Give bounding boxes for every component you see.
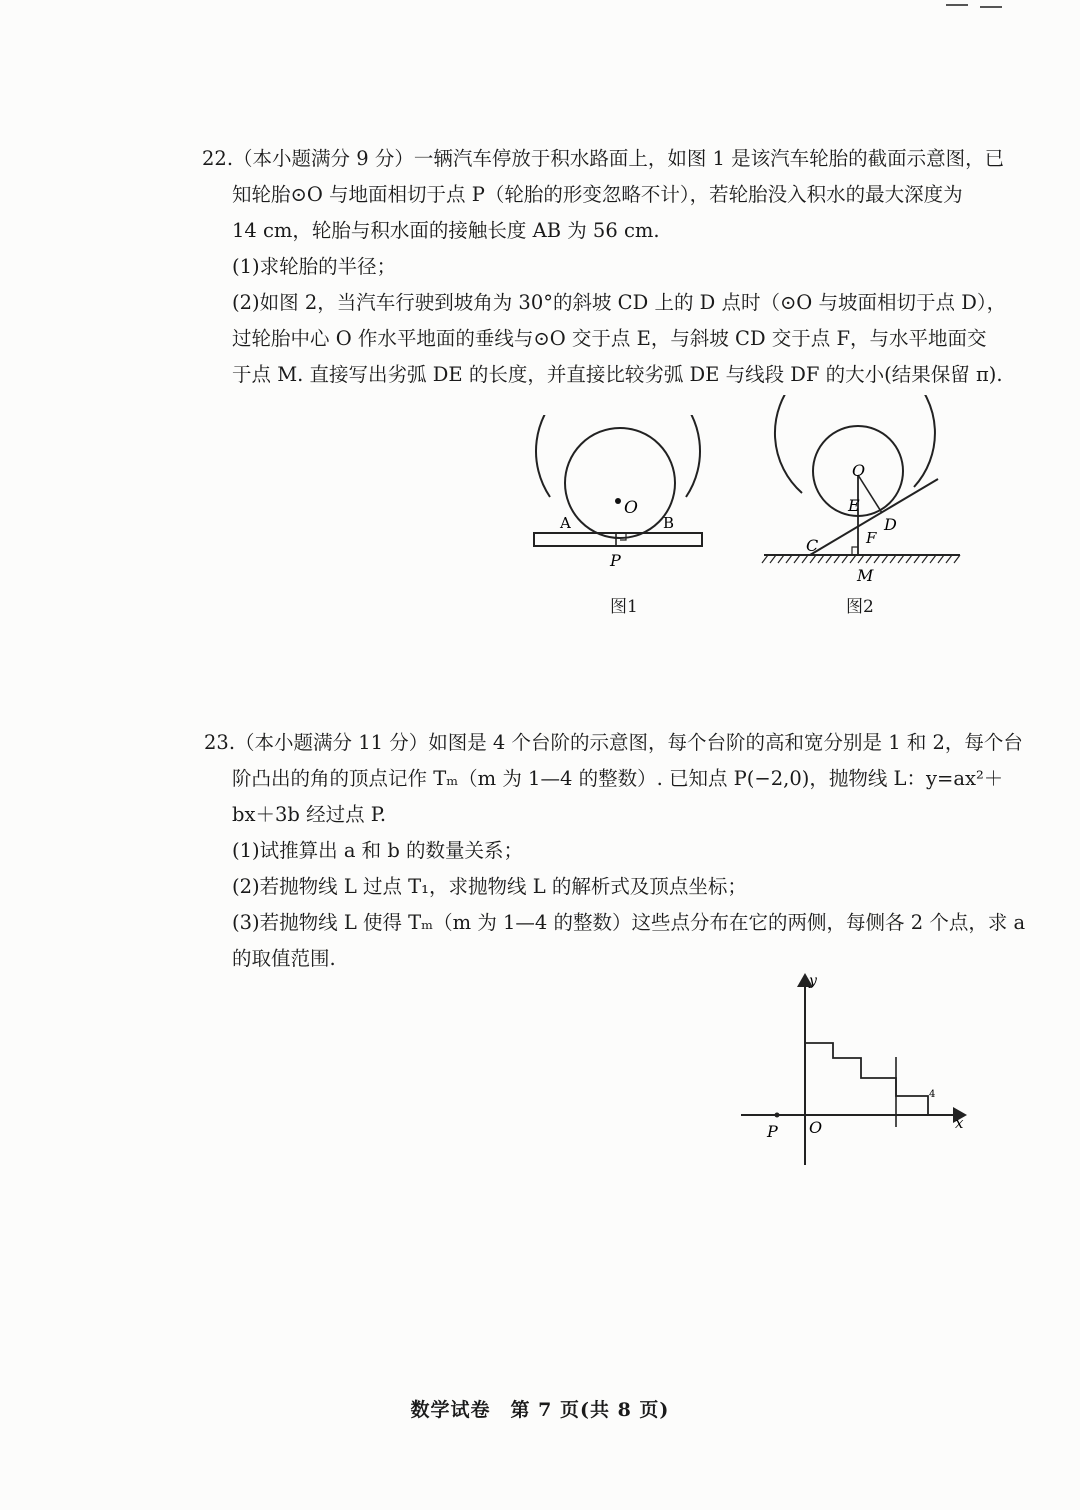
fig2-label-E: E bbox=[848, 496, 860, 515]
fig2-label-D: D bbox=[884, 515, 897, 534]
fig3-label-x: x bbox=[955, 1114, 964, 1132]
fig1-label-P: P bbox=[610, 551, 621, 570]
corner-print-mark bbox=[946, 0, 1002, 10]
figure-1-tire-in-water bbox=[520, 415, 720, 585]
figure-2-tire-on-slope bbox=[760, 395, 970, 595]
figure-steps-coordinate bbox=[735, 965, 975, 1175]
q23-line-3: bx＋3b 经过点 P. bbox=[232, 803, 387, 826]
fig1-label-A: A bbox=[560, 514, 571, 532]
fig2-label-O: O bbox=[852, 461, 866, 480]
fig2-label-C: C bbox=[806, 536, 819, 555]
fig3-label-y: y bbox=[809, 973, 817, 989]
q22-line-5: (2)如图 2，当汽车行驶到坡角为 30°的斜坡 CD 上的 D 点时（⊙O 与坡面相切于点 D）， bbox=[232, 291, 1007, 314]
q23-line-2: 阶凸出的角的顶点记作 Tₘ（m 为 1—4 的整数）. 已知点 P(−2,0)，抛物线 L：y=ax²＋ bbox=[232, 767, 1004, 790]
q23-line-6: (3)若抛物线 L 使得 Tₘ（m 为 1—4 的整数）这些点分布在它的两侧，每侧各 2 个点，求 a bbox=[232, 911, 1026, 934]
q22-line-6: 过轮胎中心 O 作水平地面的垂线与⊙O 交于点 E，与斜坡 CD 交于点 F，与水平地面交 bbox=[232, 327, 987, 350]
figure-1-caption: 图1 bbox=[610, 597, 638, 617]
page-footer: 数学试卷 第 7 页(共 8 页) bbox=[410, 1399, 670, 1421]
q22-line-7: 于点 M. 直接写出劣弧 DE 的长度，并直接比较劣弧 DE 与线段 DF 的大小(结果保留 π). bbox=[232, 363, 1003, 386]
q22-line-1: 22.（本小题满分 9 分）一辆汽车停放于积水路面上，如图 1 是该汽车轮胎的截面示意图，已 bbox=[202, 147, 1005, 170]
figure-2-caption: 图2 bbox=[846, 597, 874, 617]
fig3-label-O: O bbox=[809, 1118, 823, 1137]
fig2-label-M: M bbox=[857, 566, 874, 585]
fig3-label-4: 4 bbox=[929, 1089, 936, 1100]
fig1-label-O: O bbox=[624, 498, 638, 518]
q22-line-3: 14 cm，轮胎与积水面的接触长度 AB 为 56 cm. bbox=[232, 219, 660, 242]
q23-line-1: 23.（本小题满分 11 分）如图是 4 个台阶的示意图，每个台阶的高和宽分别是 1 和 2，每个台 bbox=[204, 731, 1023, 754]
fig3-label-P: P bbox=[767, 1122, 778, 1141]
q22-line-2: 知轮胎⊙O 与地面相切于点 P（轮胎的形变忽略不计），若轮胎没入积水的最大深度为 bbox=[232, 183, 963, 206]
q23-line-5: (2)若抛物线 L 过点 T₁，求抛物线 L 的解析式及顶点坐标； bbox=[232, 875, 747, 898]
fig2-label-F: F bbox=[866, 529, 877, 547]
fig1-label-B: B bbox=[663, 514, 675, 532]
q23-line-4: (1)试推算出 a 和 b 的数量关系； bbox=[232, 839, 524, 862]
q23-line-7: 的取值范围. bbox=[232, 947, 336, 970]
q22-line-4: (1)求轮胎的半径； bbox=[232, 255, 397, 278]
